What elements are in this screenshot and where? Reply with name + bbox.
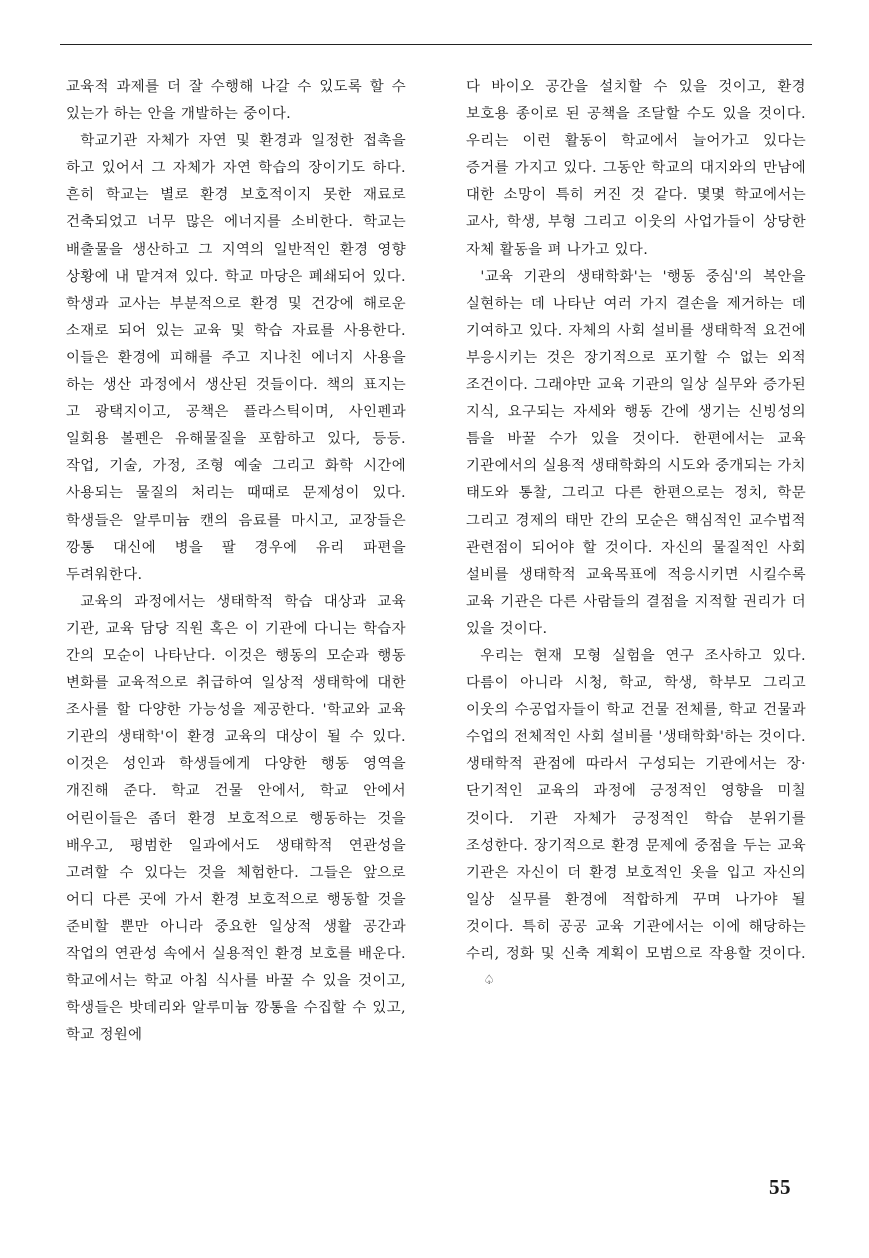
- last-paragraph: [466, 643, 806, 995]
- page-number: 55: [769, 1175, 791, 1199]
- paragraph: 교육적 과제를 더 잘 수행해 나갈 수 있도록 할 수 있는가 하는 안을 개발하는 중이다.: [66, 79, 406, 123]
- left-column: [66, 74, 406, 1049]
- header-rule: [60, 44, 812, 45]
- paragraph: 학교기관 자체가 자연 및 환경과 일정한 접촉을 하고 있어서 그 자체가 자연 학습의 장이기도 하다. 흔히 학교는 별로 환경 보호적이지 못한 재료로 건축되었고 너무 많은 에너지를 소비한다. 학교는 배출물을 생산하고 그 지역의 일반적인 환경 영향 상황에 내 맡겨져 있다. 학교 마당은 폐쇄되어 있다. 학생과 교사는 부분적으로 환경 및 건강에 해로운 소재로 되어 있는 교육 및 학습 자료를 사용한다. 이들은 환경에 피해를 주고 지나친 에너지 사용을 하는 생산 과정에서 생산된 것들이다. 책의 표지는 고 광택지이고, 공책은 플라스틱이며, 사인펜과 일회용 볼펜은 유해물질을 포함하고 있다, 등등. 작업, 기술, 가정, 조형 예술 그리고 화학 시간에 사용되는 물질의 처리는 때때로 문제성이 있다. 학생들은 알루미늄 캔의 음료를 마시고, 교장들은 깡통 대신에 병을 팔 경우에 유리 파편을 두려워한다.: [66, 133, 406, 583]
- paragraph: 교육의 과정에서는 생태학적 학습 대상과 교육 기관, 교육 담당 직원 혹은 이 기관에 다니는 학습자 간의 모순이 나타난다. 이것은 행동의 모순과 행동 변화를 교육적으로 취급하여 일상적 생태학에 대한 조사를 할 다양한 가능성을 제공한다. '학교와 교육 기관의 생태학'이 환경 교육의 대상이 될 수 있다. 이것은 성인과 학생들에게 다양한 행동 영역을 개진해 준다. 학교 건물 안에서, 학교 안에서 어린이들은 좀더 환경 보호적으로 행동하는 것을 배우고, 평범한 일과에서도 생태학적 연관성을 고려할 수 있다는 것을 체험한다. 그들은 앞으로 어디 다른 곳에 가서 환경 보호적으로 행동할 것을 준비할 뿐만 아니라 중요한 일상적 생활 공간과 작업의 연관성 속에서 실용적인 환경 보호를 배운다. 학교에서는 학교 아침 식사를 바꿀 수 있을 것이고, 학생들은 밧데리와 알루미늄 깡통을 수집할 수 있고, 학교 정원에: [66, 593, 406, 1044]
- paragraph: '교육 기관의 생태학화'는 '행동 중심'의 복안을 실현하는 데 나타난 여러 가지 결손을 제거하는 데 기여하고 있다. 자체의 사회 설비를 생태학적 요건에 부응시키는 것은 장기적으로 포기할 수 없는 외적 조건이다. 그래야만 교육 기관의 일상 실무와 증가된 지식, 요구되는 자세와 행동 간에 생기는 신빙성의 틈을 바꿀 수가 있을 것이다. 한편에서는 교육 기관에서의 실용적 생태학화의 시도와 중개되는 가치 태도와 통찰, 그리고 다른 한편으로는 정치, 학문 그리고 경제의 태만 간의 모순은 핵심적인 교수법적 관련점이 되어야 할 것이다. 자신의 물질적인 사회 설비를 생태학적 교육목표에 적응시키면 시킬수록 교육 기관은 다른 사람들의 결점을 지적할 권리가 더 있을 것이다.: [466, 268, 806, 637]
- end-mark-icon: ♤: [483, 973, 496, 989]
- paragraph-text: 우리는 현재 모형 실험을 연구 조사하고 있다. 다름이 아니라 시청, 학교, 학생, 학부모 그리고 이웃의 수공업자들이 학교 건물 전체를, 학교 건물과 수업의 전체적인 사회 설비를 '생태학화'하는 것이다. 생태학적 관점에 따라서 구성되는 기관에서는 장·단기적인 교육의 과정에 긍정적인 영향을 미칠 것이다. 기관 자체가 긍정적인 학습 분위기를 조성한다. 장기적으로 환경 문제에 중점을 두는 교육 기관은 자신이 더 환경 보호적인 옷을 입고 자신의 일상 실무를 환경에 적합하게 꾸며 나가야 될 것이다. 특히 공공 교육 기관에서는 이에 해당하는 수리, 정화 및 신축 계획이 모범으로 작용할 것이다.: [466, 647, 806, 962]
- paragraph: 다 바이오 공간을 설치할 수 있을 것이고, 환경 보호용 종이로 된 공책을 조달할 수도 있을 것이다. 우리는 이런 활동이 학교에서 늘어가고 있다는 증거를 가지고 있다. 그동안 학교의 대지와의 만남에 대한 소망이 특히 커진 것 같다. 몇몇 학교에서는 교사, 학생, 부형 그리고 이웃의 사업가들이 상당한 자체 활동을 펴 나가고 있다.: [466, 79, 806, 258]
- right-column: [466, 74, 806, 995]
